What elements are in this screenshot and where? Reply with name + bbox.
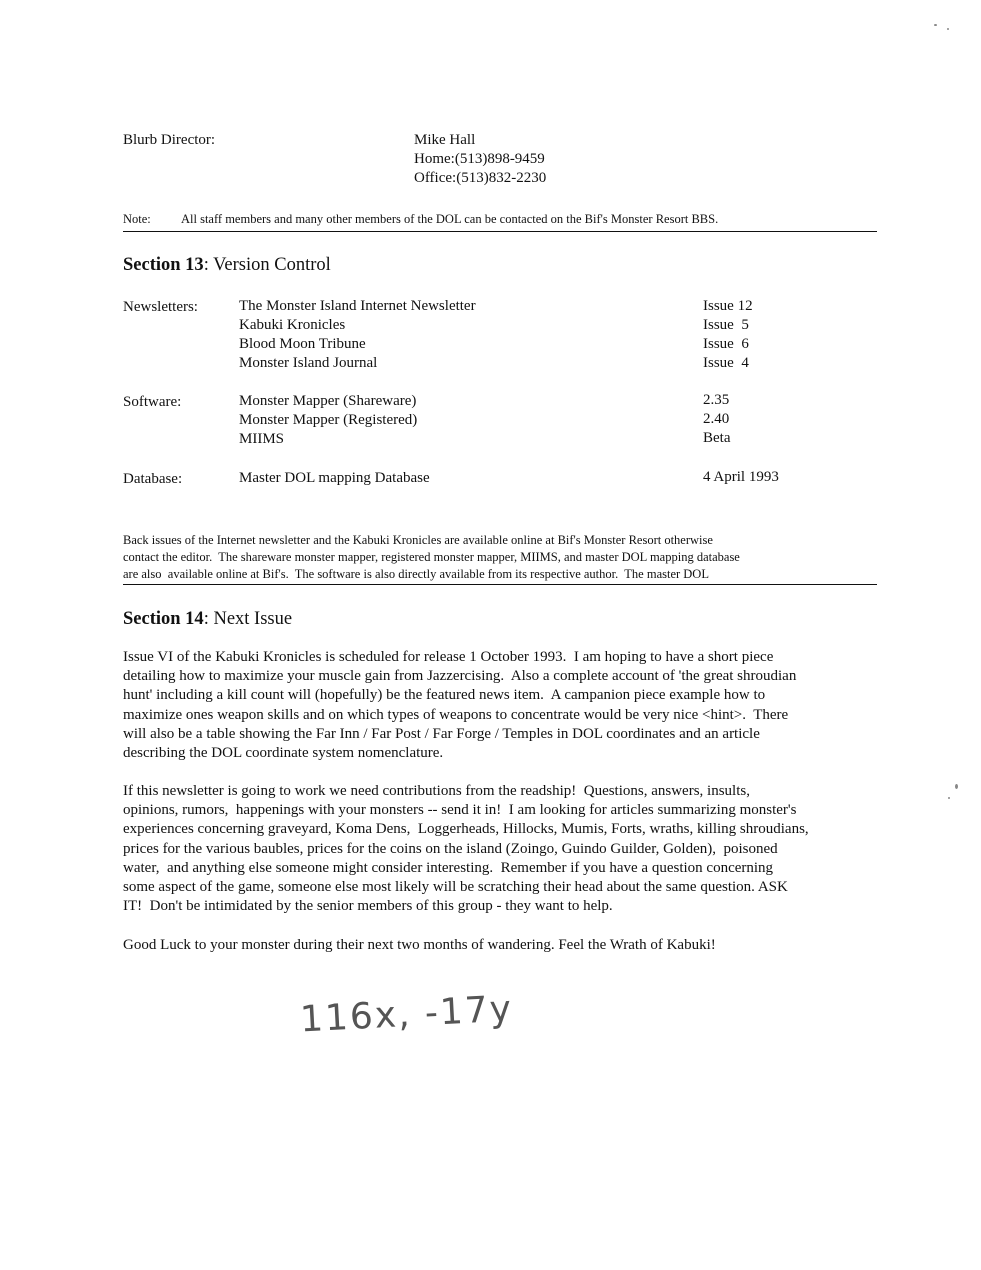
blurb-director-label: Blurb Director: [123,132,216,148]
paragraph-line: will also be a table showing the Far Inn / Far Post / Far Forge / Temples in DOL coordinates and an article [123,725,760,742]
table-row-name: Blood Moon Tribune [239,336,366,352]
paragraph-line: Good Luck to your monster during their next two months of wandering. Feel the Wrath of Kabuki! [123,937,716,953]
table-row-name: Kabuki Kronicles [239,317,346,333]
contact-office-phone: Office:(513)832-2230 [414,170,547,186]
paragraph-line: hunt' including a kill count will (hopefully) be the featured news item. A campanion piece example how to [123,687,766,704]
paragraph [123,936,883,955]
contact-home-phone: Home:(513)898-9459 [414,151,545,167]
divider-rule [123,584,877,585]
paragraph-line: prices for the various baubles, prices for the coins on the island (Zoingo, Guindo Guilder, Golden), poisoned [123,840,778,857]
section-14-heading: Section 14: Next Issue [123,609,293,629]
table-row-value: 2.40 [703,411,730,427]
footnote-line: contact the editor. The shareware monster mapper, registered monster mapper, MIIMS, and master DOL mapping database [123,550,740,564]
paragraph-line: detailing how to maximize your muscle gain from Jazzercising. Also a complete account of 'the great shroudian [123,668,797,685]
paragraph-line: water, and anything else someone might consider interesting. Remember if you have a question concerning [123,859,774,876]
scan-speck [955,784,958,789]
group-label-newsletters: Newsletters: [123,299,198,315]
paragraph-line: IT! Don't be intimidated by the senior members of this group - they want to help. [123,898,613,915]
group-label-software: Software: [123,394,182,410]
footnote-line: Back issues of the Internet newsletter and the Kabuki Kronicles are available online at Bif's Monster Resort otherwise [123,533,713,547]
section-13-number: Section 13 [123,255,204,275]
paragraph-line: maximize ones weapon skills and on which types of weapons to concentrate would be very nice <hint>. There [123,706,789,723]
handwritten-note: 116x, -17y [299,988,514,1041]
section-14-number: Section 14 [123,609,204,629]
paragraph [123,782,883,916]
note-label: Note: [123,212,151,226]
paragraph-line: some aspect of the game, someone else most likely will be scratching their head about the same question. ASK [123,879,788,896]
section-14-title: Next Issue [213,609,293,629]
contact-name: Mike Hall [414,132,476,148]
note-text: All staff members and many other members of the DOL can be contacted on the Bif's Monster Resort BBS. [181,212,719,226]
paragraph-line: experiences concerning graveyard, Koma Dens, Loggerheads, Hillocks, Mumis, Forts, wraths, killing shroudians, [123,821,809,838]
scan-speck [934,24,937,26]
divider-rule [123,231,877,232]
section-13-title: Version Control [213,255,331,275]
paragraph-line: If this newsletter is going to work we need contributions from the readship! Questions, answers, insults, [123,783,750,799]
group-label-database: Database: [123,471,183,487]
table-row-value: Issue 6 [703,336,749,352]
scan-speck [947,28,949,30]
table-row-value: Beta [703,430,731,446]
table-row-name: Monster Mapper (Registered) [239,412,418,428]
table-row-value: Issue 5 [703,317,749,333]
paragraph-line: describing the DOL coordinate system nomenclature. [123,745,444,762]
paragraph-line: opinions, rumors, happenings with your monsters -- send it in! I am looking for articles summarizing monster's [123,802,797,819]
table-row-value: Issue 4 [703,355,749,371]
table-row-value: Issue 12 [703,298,753,314]
paragraph-line: Issue VI of the Kabuki Kronicles is scheduled for release 1 October 1993. I am hoping to have a short piece [123,649,774,665]
table-row-name: The Monster Island Internet Newsletter [239,298,476,314]
section-13-heading: Section 13: Version Control [123,255,331,275]
table-row-name: Monster Mapper (Shareware) [239,393,417,409]
table-row-value: 4 April 1993 [703,469,779,485]
table-row-value: 2.35 [703,392,730,408]
table-row-name: Master DOL mapping Database [239,470,430,486]
paragraph [123,648,883,763]
table-row-name: Monster Island Journal [239,355,378,371]
scan-speck [948,797,950,799]
footnote-line: are also available online at Bif's. The software is also directly available from its respective author. The master DOL [123,567,709,581]
table-row-name: MIIMS [239,431,285,447]
